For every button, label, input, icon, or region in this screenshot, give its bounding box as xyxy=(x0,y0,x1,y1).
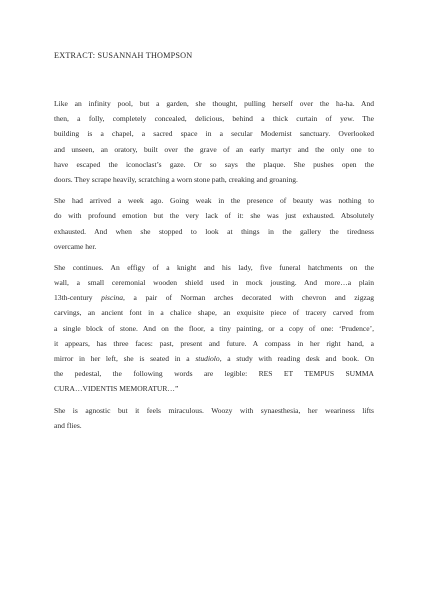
text-run: overcame her. xyxy=(54,241,97,251)
paragraph xyxy=(54,193,374,254)
text-line xyxy=(54,172,374,187)
text-line xyxy=(54,418,374,433)
text-run: it appears, has three faces: past, present and future. A compass in her right hand, a xyxy=(54,338,374,348)
text-line xyxy=(54,321,374,336)
text-run: a single block of stone. And on the floor, a tiny painting, or a copy of one: ‘Prudence’, xyxy=(54,323,374,333)
text-run: do with profound emotion but the very lack of it: she was just exhausted. Absolutely xyxy=(54,211,374,221)
text-run: mirror in her left, she is seated in a xyxy=(54,354,196,363)
text-run: 13th-century xyxy=(54,293,102,303)
text-line xyxy=(54,142,374,157)
text-run: carvings, an ancient font in a chalice shape, an exquisite piece of tracery carved from xyxy=(54,308,374,318)
text-line xyxy=(54,336,374,351)
text-line xyxy=(54,260,374,275)
text-run: She continues. An effigy of a knight and his lady, five funeral hatchments on the xyxy=(54,262,374,272)
extract-heading: EXTRACT: SUSANNAH THOMPSON xyxy=(54,51,193,60)
paragraph xyxy=(54,96,374,187)
paragraph xyxy=(54,260,374,397)
text-line xyxy=(54,224,374,239)
text-line xyxy=(54,96,374,111)
text-run: , a study with reading desk and book. On xyxy=(219,354,374,363)
text-run: and flies. xyxy=(54,420,82,430)
text-line xyxy=(54,290,374,305)
text-line xyxy=(54,381,374,396)
text-line xyxy=(54,111,374,126)
italic-term: piscina xyxy=(101,293,123,303)
text-line xyxy=(54,403,374,418)
text-run: then, a folly, completely concealed, delicious, behind a thick curtain of yew. The xyxy=(54,114,374,124)
text-run: have escaped the iconoclast’s gaze. Or so says the plaque. She pushes open the xyxy=(54,159,374,169)
paragraph xyxy=(54,403,374,433)
text-run: doors. They scrape heavily, scratching a worn stone path, creaking and groaning. xyxy=(54,174,298,184)
text-line xyxy=(54,239,374,254)
text-line xyxy=(54,126,374,141)
extract-body xyxy=(54,96,374,439)
text-run: CURA…VIDENTIS MEMORATUR…” xyxy=(54,384,179,394)
text-line xyxy=(54,366,374,381)
text-run: , a pair of Norman arches decorated with chevron and zigzag xyxy=(122,293,374,303)
text-run: She is agnostic but it feels miraculous. Woozy with synaesthesia, her weariness lifts xyxy=(54,405,374,415)
text-line xyxy=(54,275,374,290)
text-run: the pedestal, the following words are legible: RES ET TEMPUS SUMMA xyxy=(54,369,374,379)
text-run: exhausted. And when she stopped to look at things in the gallery the tiredness xyxy=(54,226,374,236)
text-line xyxy=(54,208,374,223)
text-line xyxy=(54,193,374,208)
text-line xyxy=(54,305,374,320)
text-run: and unseen, an oratory, built over the grave of an early martyr and the only one to xyxy=(54,144,374,154)
text-line xyxy=(54,157,374,172)
text-run: She had arrived a week ago. Going weak in the presence of beauty was nothing to xyxy=(54,196,374,206)
text-line xyxy=(54,351,374,366)
text-run: building is a chapel, a sacred space in a secular Modernist sanctuary. Overlooked xyxy=(54,129,374,139)
text-run: wall, a small ceremonial wooden shield used in mock jousting. And more…a plain xyxy=(54,278,374,288)
text-run: Like an infinity pool, but a garden, she thought, pulling herself over the ha-ha. And xyxy=(54,99,374,108)
italic-term: studiolo xyxy=(195,354,220,363)
